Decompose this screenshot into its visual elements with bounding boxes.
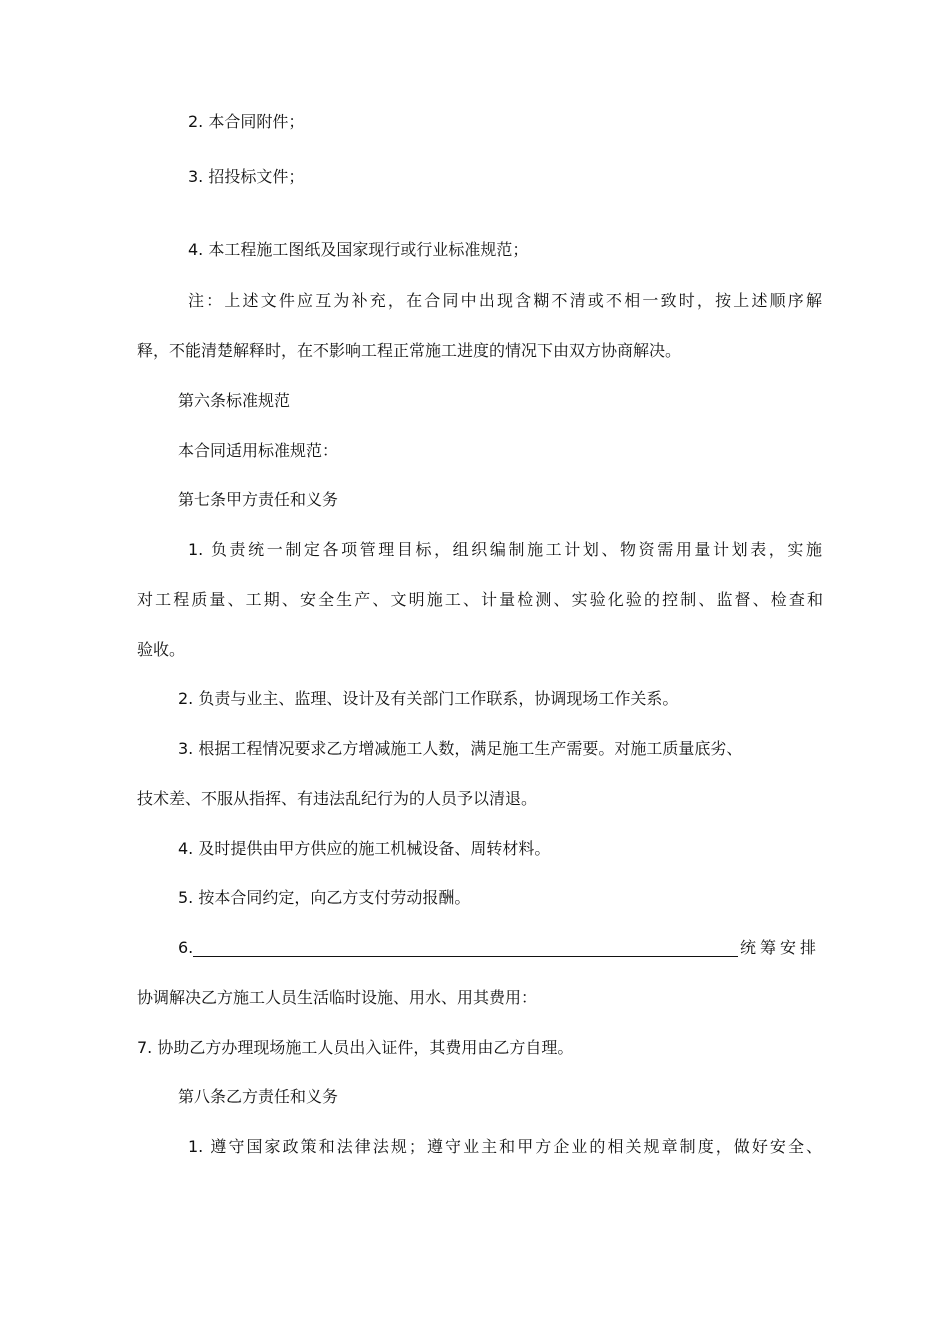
article-8-heading: 第八条乙方责任和义务 <box>178 1087 339 1106</box>
item-6-number: 6. <box>178 938 194 957</box>
article-7-item-6-line-2: 协调解决乙方施工人员生活临时设施、用水、用其费用： <box>137 988 538 1007</box>
article-7-item-3-line-2: 技术差、不服从指挥、有违法乱纪行为的人员予以清退。 <box>137 789 538 808</box>
article-7-item-1-line-3: 验收。 <box>137 640 186 659</box>
article-7-item-1-line-2: 对工程质量、工期、安全生产、文明施工、计量检测、实验化验的控制、监督、检查和 <box>137 590 823 609</box>
item-6-tail-text: 统筹安排 <box>739 938 820 957</box>
article-7-item-2: 2. 负责与业主、监理、设计及有关部门工作联系，协调现场工作关系。 <box>178 689 679 708</box>
list-item-2-attachments: 2. 本合同附件； <box>188 112 305 131</box>
article-7-item-3-line-1: 3. 根据工程情况要求乙方增减施工人数，满足施工生产需要。对施工质量底劣、 <box>178 739 743 758</box>
article-7-item-6-line-1 <box>178 936 820 960</box>
note-paragraph-line-1: 注：上述文件应互为补充，在合同中出现含糊不清或不相一致时，按上述顺序解 <box>188 291 822 310</box>
fill-in-blank <box>193 940 738 957</box>
article-7-item-7: 7. 协助乙方办理现场施工人员出入证件，其费用由乙方自理。 <box>137 1038 574 1057</box>
list-item-4-drawings-standards: 4. 本工程施工图纸及国家现行或行业标准规范； <box>188 240 529 259</box>
article-7-item-1-line-1: 1. 负责统一制定各项管理目标，组织编制施工计划、物资需用量计划表，实施 <box>188 540 822 559</box>
article-7-heading: 第七条甲方责任和义务 <box>178 490 339 509</box>
article-6-body: 本合同适用标准规范： <box>178 441 339 460</box>
article-7-item-5: 5. 按本合同约定，向乙方支付劳动报酬。 <box>178 888 471 907</box>
list-item-3-tender-documents: 3. 招投标文件； <box>188 167 305 186</box>
note-paragraph-line-2: 释，不能清楚解释时，在不影响工程正常施工进度的情况下由双方协商解决。 <box>137 341 682 360</box>
article-6-heading: 第六条标准规范 <box>178 391 291 410</box>
article-7-item-4: 4. 及时提供由甲方供应的施工机械设备、周转材料。 <box>178 839 551 858</box>
article-8-item-1-line-1: 1. 遵守国家政策和法律法规；遵守业主和甲方企业的相关规章制度，做好安全、 <box>188 1137 822 1156</box>
